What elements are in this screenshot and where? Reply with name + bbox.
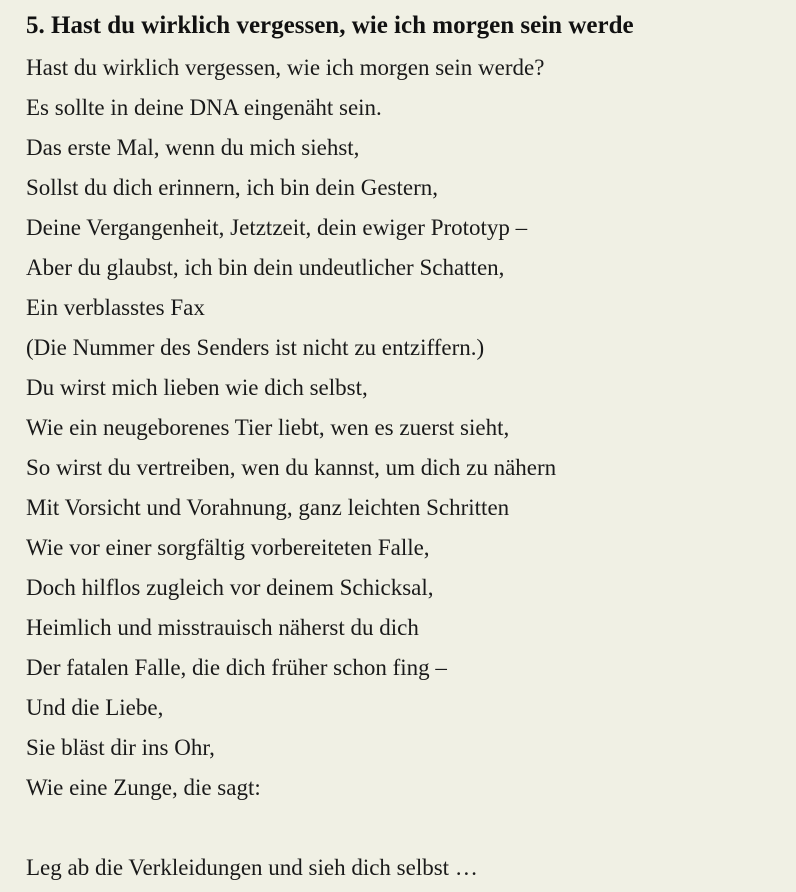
poem-line: Wie eine Zunge, die sagt: — [26, 775, 261, 800]
poem-line: So wirst du vertreiben, wen du kannst, um dich zu nähern — [26, 455, 557, 480]
poem-line: Deine Vergangenheit, Jetztzeit, dein ewiger Prototyp – — [26, 215, 528, 240]
poem-line: Aber du glaubst, ich bin dein undeutlicher Schatten, — [26, 255, 505, 280]
poem-line: Sollst du dich erinnern, ich bin dein Gestern, — [26, 175, 439, 200]
poem-body — [26, 48, 556, 888]
poem-line: Und die Liebe, — [26, 695, 164, 720]
poem-line: Sie bläst dir ins Ohr, — [26, 735, 215, 760]
poem-line: Heimlich und misstrauisch näherst du dich — [26, 615, 419, 640]
poem-line: Leg ab die Verkleidungen und sieh dich selbst … — [26, 855, 478, 880]
poem-line: Wie vor einer sorgfältig vorbereiteten Falle, — [26, 535, 430, 560]
poem-line: Der fatalen Falle, die dich früher schon fing – — [26, 655, 447, 680]
poem-title: 5. Hast du wirklich vergessen, wie ich morgen sein werde — [26, 12, 634, 39]
poem-line: Doch hilflos zugleich vor deinem Schicksal, — [26, 575, 434, 600]
poem-line: Du wirst mich lieben wie dich selbst, — [26, 375, 368, 400]
poem-line: Wie ein neugeborenes Tier liebt, wen es zuerst sieht, — [26, 415, 510, 440]
poem-line: Das erste Mal, wenn du mich siehst, — [26, 135, 360, 160]
poem-line: Hast du wirklich vergessen, wie ich morgen sein werde? — [26, 55, 545, 80]
poem-line: Ein verblasstes Fax — [26, 295, 205, 320]
poem-line: Es sollte in deine DNA eingenäht sein. — [26, 95, 382, 120]
poem-line: (Die Nummer des Senders ist nicht zu entziffern.) — [26, 335, 485, 360]
poem-line: Mit Vorsicht und Vorahnung, ganz leichten Schritten — [26, 495, 510, 520]
stanza-break — [26, 808, 556, 848]
